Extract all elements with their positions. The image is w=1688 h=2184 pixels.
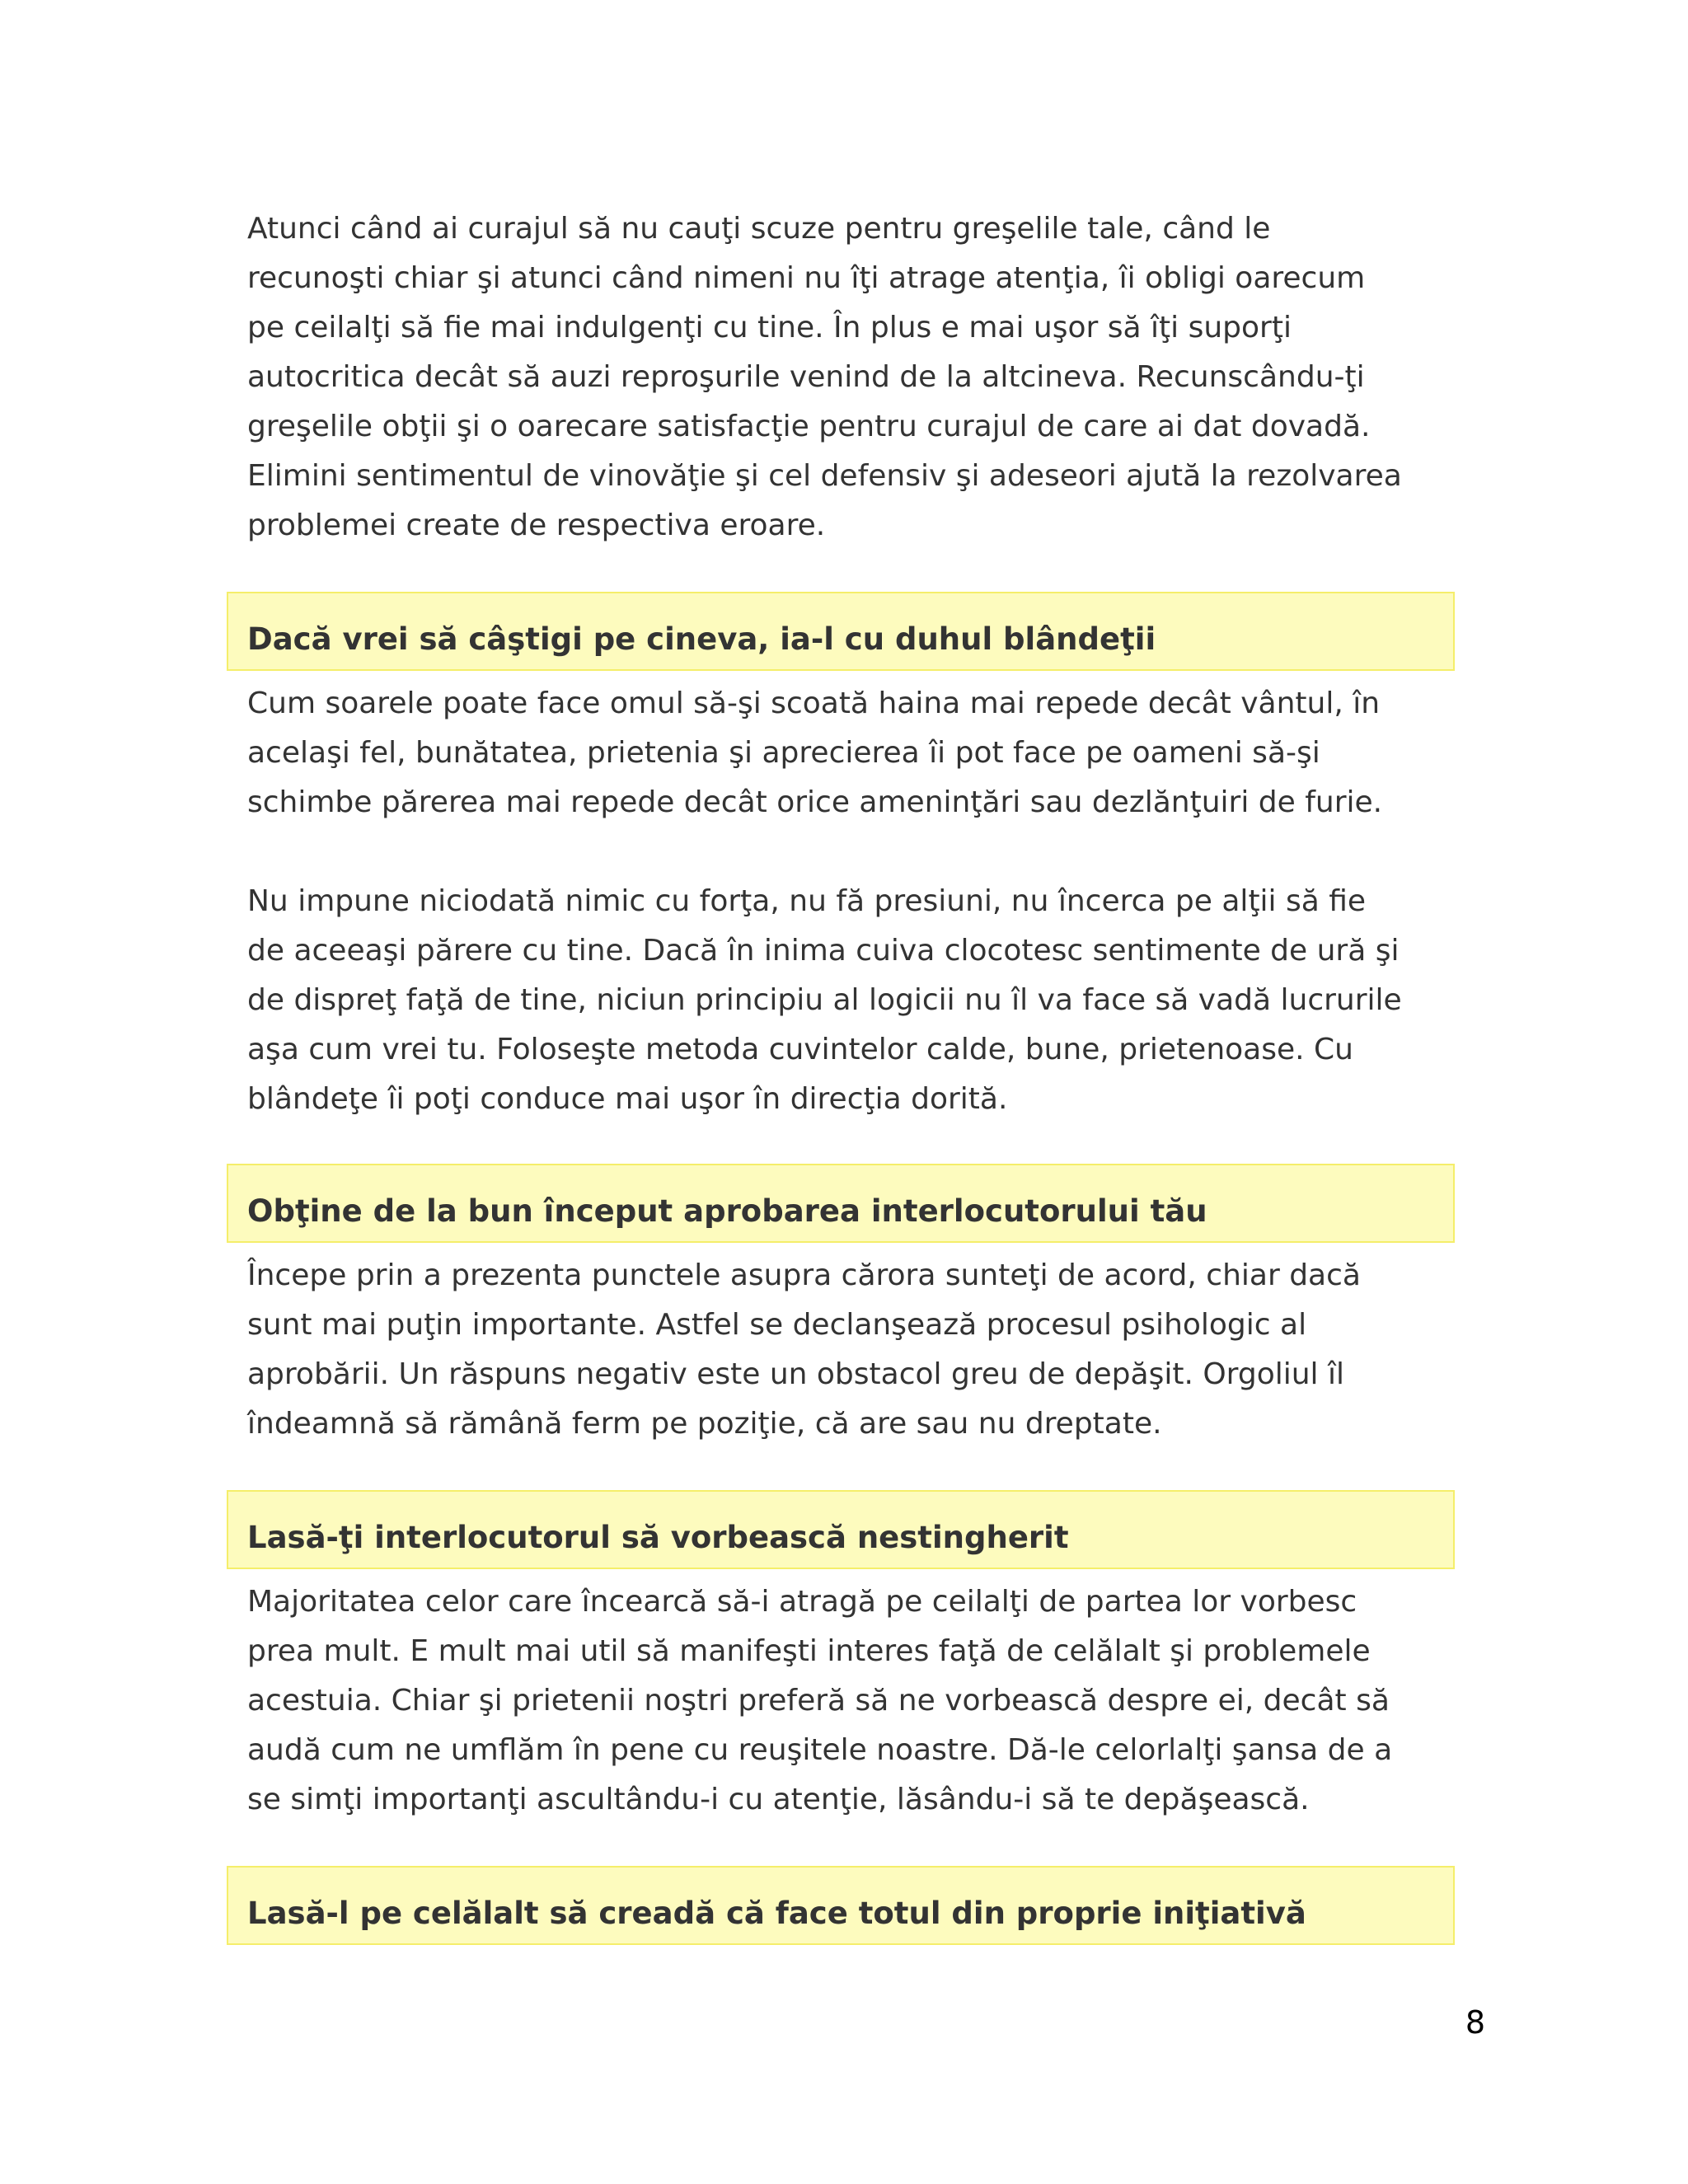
paragraph-line: sunt mai puţin importante. Astfel se declanşează procesul psihologic al [247,1308,1307,1342]
section-heading-text: Obţine de la bun început aprobarea interlocutorului tău [247,1193,1207,1229]
paragraph-line: Atunci când ai curajul să nu cauţi scuze pentru greşelile tale, când le [247,212,1271,246]
paragraph-line: de aceeaşi părere cu tine. Dacă în inima cuiva clocotesc sentimente de ură şi [247,934,1400,968]
paragraph-line: Majoritatea celor care încearcă să-i atragă pe ceilalţi de partea lor vorbesc [247,1585,1357,1619]
section-heading-text: Lasă-ţi interlocutorul să vorbească nestingherit [247,1520,1069,1555]
paragraph-line: recunoşti chiar şi atunci când nimeni nu îţi atrage atenţia, îi obligi oarecum [247,261,1366,295]
paragraph-line: Elimini sentimentul de vinovăţie şi cel defensiv şi adeseori ajută la rezolvarea [247,459,1402,493]
paragraph-line: aprobării. Un răspuns negativ este un obstacol greu de depăşit. Orgoliul îl [247,1357,1344,1391]
section-heading-initiative [227,1866,1455,1945]
paragraph-line: Începe prin a prezenta punctele asupra cărora sunteţi de acord, chiar dacă [247,1258,1361,1292]
paragraph-line: acestuia. Chiar şi prietenii noştri preferă să ne vorbească despre ei, decât să [247,1684,1390,1718]
paragraph-line: îndeamnă să rămână ferm pe poziţie, că are sau nu dreptate. [247,1407,1162,1441]
section-heading-text: Lasă-l pe celălalt să creadă că face totul din proprie iniţiativă [247,1896,1306,1931]
paragraph-no-force [247,877,1451,1124]
paragraph-line: prea mult. E mult mai util să manifeşti interes faţă de celălalt şi problemele [247,1634,1371,1668]
paragraph-sun-wind [247,679,1451,827]
section-heading-gentleness [227,592,1455,671]
paragraph-line: Cum soarele poate face omul să-şi scoată haina mai repede decât vântul, în [247,687,1381,720]
paragraph-line: blândeţe îi poţi conduce mai uşor în direcţia dorită. [247,1082,1008,1116]
paragraph-agreement [247,1251,1451,1449]
paragraph-line: se simţi importanţi ascultându-i cu atenţie, lăsându-i să te depăşească. [247,1783,1310,1816]
paragraph-line: acelaşi fel, bunătatea, prietenia şi aprecierea îi pot face pe oameni să-şi [247,736,1320,770]
paragraph-line: greşelile obţii şi o oarecare satisfacţie pentru curajul de care ai dat dovadă. [247,410,1371,443]
paragraph-line: Nu impune niciodată nimic cu forţa, nu fă presiuni, nu încerca pe alţii să fie [247,884,1367,918]
paragraph-apologize [247,204,1451,551]
section-heading-text: Dacă vrei să câştigi pe cineva, ia-l cu duhul blândeţii [247,621,1156,657]
paragraph-line: audă cum ne umflăm în pene cu reuşitele noastre. Dă-le celorlalţi şansa de a [247,1733,1393,1767]
paragraph-line: autocritica decât să auzi reproşurile venind de la altcineva. Recunscându-ţi [247,360,1365,394]
paragraph-listening [247,1577,1451,1825]
paragraph-line: problemei create de respectiva eroare. [247,509,826,542]
section-heading-let-talk [227,1490,1455,1569]
page-number: 8 [1465,2004,1486,2041]
paragraph-line: de dispreţ faţă de tine, niciun principiu al logicii nu îl va face să vadă lucrurile [247,983,1402,1017]
section-heading-approval [227,1164,1455,1243]
paragraph-line: aşa cum vrei tu. Foloseşte metoda cuvintelor calde, bune, prietenoase. Cu [247,1033,1353,1066]
paragraph-line: pe ceilalţi să fie mai indulgenţi cu tine. În plus e mai uşor să îţi suporţi [247,311,1292,344]
paragraph-line: schimbe părerea mai repede decât orice ameninţări sau dezlănţuiri de furie. [247,785,1383,819]
